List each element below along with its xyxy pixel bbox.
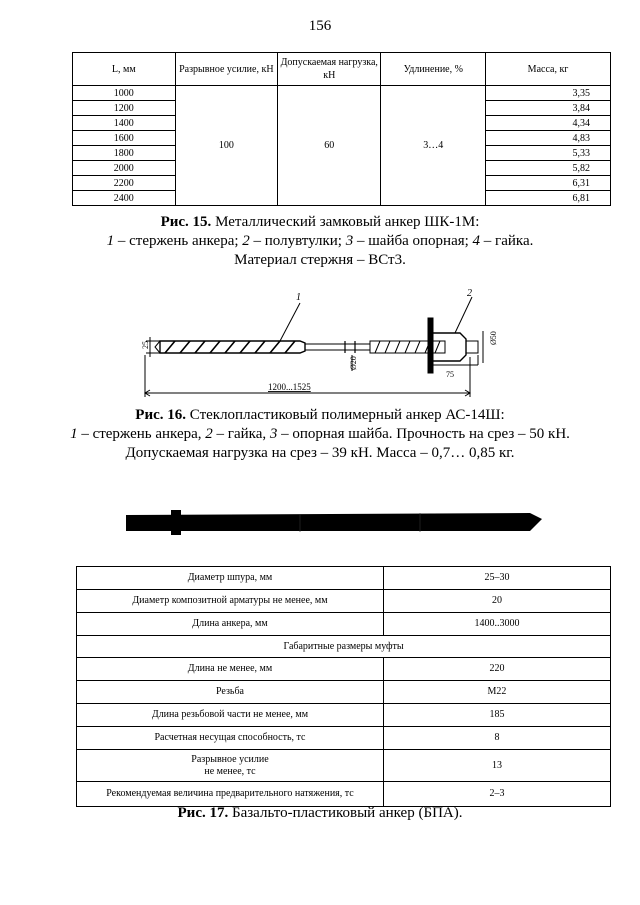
fig17-caption [0, 804, 640, 823]
anchor-rod [126, 513, 542, 531]
support-washer [428, 318, 433, 373]
header-length: L, мм [73, 53, 176, 86]
length-cell: 2000 [73, 161, 176, 176]
anchor-coupling [171, 510, 181, 535]
fig16-t2: – гайка, [212, 426, 270, 442]
table-row [77, 613, 611, 636]
fig16-label: Рис. 16. [135, 407, 187, 423]
fig16-title-line [0, 406, 640, 425]
callout-1: 1 [296, 292, 301, 303]
basalt-anchor-specs-table [76, 566, 611, 807]
header-mass: Масса, кг [486, 53, 611, 86]
table-row [77, 727, 611, 750]
fig15-n4: 4 [472, 233, 481, 249]
elongation-cell: 3…4 [381, 86, 486, 206]
param-cell: Длина не менее, мм [77, 658, 384, 681]
value-cell: 220 [383, 658, 610, 681]
length-cell: 1000 [73, 86, 176, 101]
anchor-specs-table [72, 52, 611, 206]
fig16-n1: 1 [70, 426, 78, 442]
table-row [77, 782, 611, 807]
fig15-caption [0, 213, 640, 270]
param-line-1: Разрывное усилие [191, 753, 269, 765]
param-cell: Длина анкера, мм [77, 613, 384, 636]
fig17-title: Базальто-пластиковый анкер (БПА). [228, 805, 463, 821]
callout-2: 2 [467, 288, 472, 299]
table-row [77, 681, 611, 704]
fig15-t4: – гайка. [480, 233, 534, 249]
dim-20-label: Ø20 [349, 356, 358, 370]
fig16-n3: 3 [269, 426, 278, 442]
fig15-material-line: Материал стержня – ВСт3. [234, 252, 406, 268]
length-cell: 1800 [73, 146, 176, 161]
helix-turns [165, 341, 295, 353]
basalt-anchor-image [0, 505, 640, 545]
fig15-n1: 1 [106, 233, 115, 249]
value-cell: 13 [383, 750, 610, 782]
length-cell: 2200 [73, 176, 176, 191]
fig17-title-line [0, 804, 640, 823]
mass-cell: 5,82 [486, 161, 611, 176]
mass-cell: 6,81 [486, 191, 611, 206]
fig15-t3: – шайба опорная; [353, 233, 473, 249]
mass-cell: 6,31 [486, 176, 611, 191]
header-break-force: Разрывное усилие, кН [175, 53, 278, 86]
anchor-drawing [0, 285, 640, 405]
fig16-caption [0, 406, 640, 463]
fig16-t3: – опорная шайба. Прочность на срез – 50 кН. [277, 426, 570, 442]
value-cell: 1400..3000 [383, 613, 610, 636]
rod-left-tip [155, 341, 160, 353]
table-row [77, 590, 611, 613]
value-cell: 25–30 [383, 567, 610, 590]
fig15-t1: – стержень анкера; [114, 233, 243, 249]
fig15-n3: 3 [345, 233, 354, 249]
rod-tip [466, 341, 478, 353]
table-section-row [77, 636, 611, 658]
length-cell: 1600 [73, 131, 176, 146]
dim-75-line [433, 355, 478, 365]
fig15-t2: – полувтулки; [249, 233, 346, 249]
fig15-label: Рис. 15. [160, 214, 212, 230]
mass-cell: 4,34 [486, 116, 611, 131]
fig15-n2: 2 [242, 233, 250, 249]
callout-2-line [455, 297, 472, 333]
fig16-t1: – стержень анкера, [77, 426, 206, 442]
fig16-n2: 2 [205, 426, 213, 442]
table-row [77, 704, 611, 727]
dim-length-label: 1200...1525 [268, 382, 311, 392]
param-line-2: не менее, тс [204, 765, 256, 777]
dim-75-label: 75 [446, 370, 454, 379]
length-cell: 1400 [73, 116, 176, 131]
header-allowed-load: Допускаемая нагрузка, кН [278, 53, 381, 86]
fig16-load-line: Допускаемая нагрузка на срез – 39 кН. Масса – 0,7… 0,85 кг. [125, 445, 515, 461]
table-row [77, 658, 611, 681]
param-cell: Резьба [77, 681, 384, 704]
value-cell: 185 [383, 704, 610, 727]
param-cell: Диаметр композитной арматуры не менее, мм [77, 590, 384, 613]
rod-step [345, 341, 355, 353]
param-cell [77, 750, 384, 782]
table-row [77, 567, 611, 590]
mass-cell: 3,84 [486, 101, 611, 116]
mass-cell: 5,33 [486, 146, 611, 161]
fig17-label: Рис. 17. [177, 805, 229, 821]
fig15-legend-line [0, 232, 640, 251]
mass-cell: 3,35 [486, 86, 611, 101]
callout-1-line [280, 303, 300, 341]
fig16-legend-line [0, 425, 640, 444]
fig16-title: Стеклопластиковый полимерный анкер АС-14Ш: [186, 407, 505, 423]
value-cell: М22 [383, 681, 610, 704]
page-number: 156 [308, 18, 332, 34]
param-cell: Рекомендуемая величина предварительного натяжения, тс [77, 782, 384, 807]
table-row [77, 750, 611, 782]
fig15-title: Металлический замковый анкер ШК-1М: [211, 214, 480, 230]
table-header-row [73, 53, 611, 86]
fig15-title-line [0, 213, 640, 232]
dim-50-label: Ø50 [489, 331, 498, 345]
length-cell: 2400 [73, 191, 176, 206]
dim-25-label: 25 [141, 341, 150, 349]
table-row [73, 86, 611, 101]
section-header: Габаритные размеры муфты [77, 636, 611, 658]
value-cell: 8 [383, 727, 610, 750]
mass-cell: 4,83 [486, 131, 611, 146]
param-cell: Длина резьбовой части не менее, мм [77, 704, 384, 727]
length-cell: 1200 [73, 101, 176, 116]
value-cell: 20 [383, 590, 610, 613]
rod-shank [305, 344, 370, 350]
header-elongation: Удлинение, % [381, 53, 486, 86]
param-cell: Диаметр шпура, мм [77, 567, 384, 590]
param-cell: Расчетная несущая способность, тс [77, 727, 384, 750]
allowed-load-cell: 60 [278, 86, 381, 206]
value-cell: 2–3 [383, 782, 610, 807]
break-force-cell: 100 [175, 86, 278, 206]
